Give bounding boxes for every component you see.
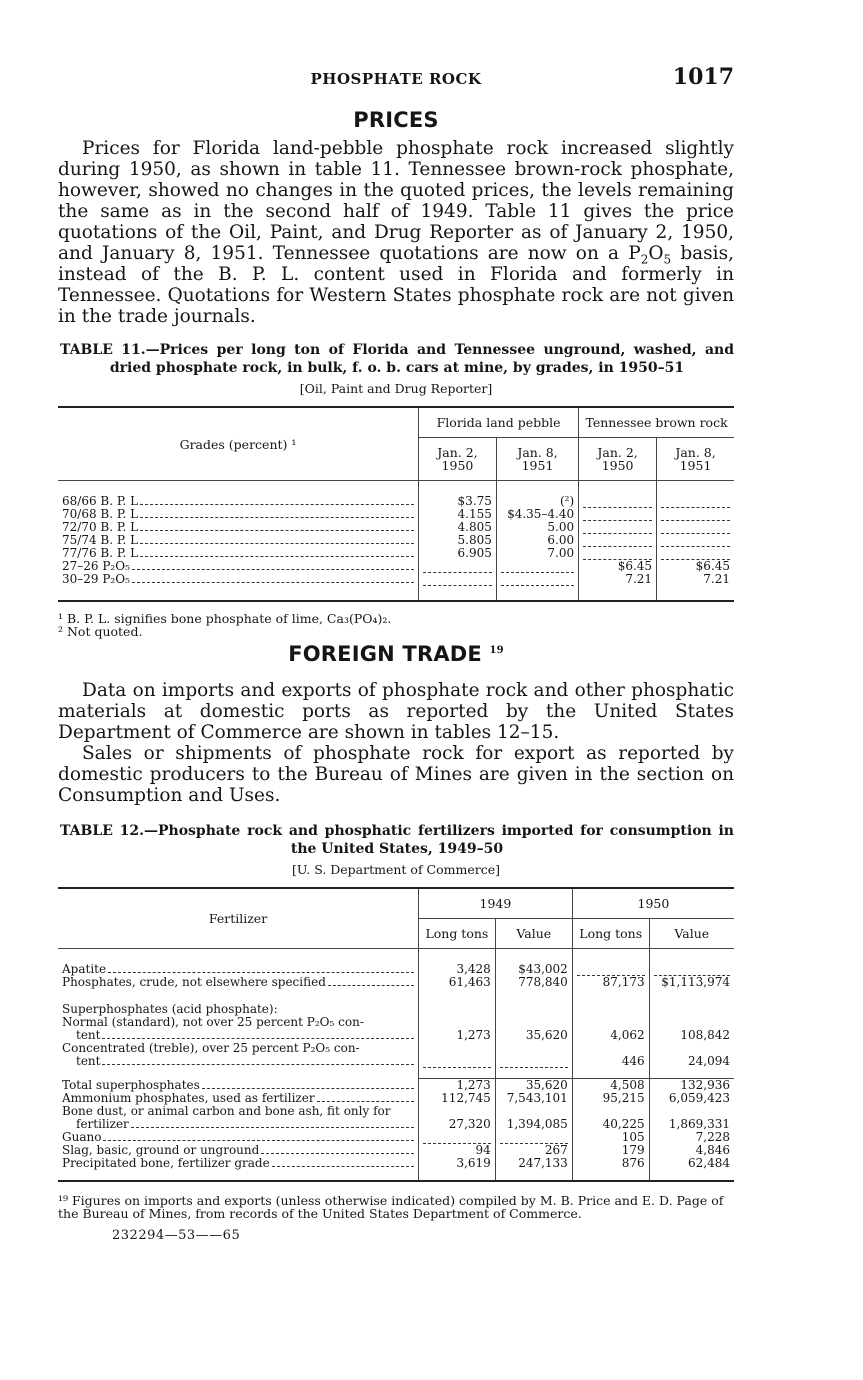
- table11-stub-header: Grades (percent) ¹: [58, 407, 419, 481]
- price-cell: 5.00: [496, 521, 578, 534]
- running-head: [58, 62, 734, 98]
- table12-source: [U. S. Department of Commerce]: [291, 862, 500, 877]
- table-row: Concentrated (treble), over 25 percent P₂O₅ con- tent 446 24,094: [58, 1042, 734, 1068]
- grade-label: 75/74 B. P. L: [62, 533, 139, 547]
- table-row: [58, 573, 734, 586]
- grade-label: 27–26 P₂O₅: [62, 559, 130, 573]
- running-head-title: PHOSPHATE ROCK: [310, 70, 482, 88]
- prices-heading: PRICES: [353, 108, 439, 132]
- table11: [58, 406, 734, 602]
- price-cell: [419, 573, 497, 586]
- table12-group-1949: 1949: [419, 888, 573, 919]
- page-number: 1017: [672, 64, 734, 90]
- table11-source: [Oil, Paint and Drug Reporter]: [299, 381, 493, 396]
- table11-caption: TABLE 11.—Prices per long ton of Florida and Tennessee unground, washed, and dried phosphate rock, in bulk, f. o. b. cars at mine, by grades, in 1950–51: [60, 342, 734, 376]
- price-cell: $6.45: [657, 560, 734, 573]
- table-row: Phosphates, crude, not elsewhere specified 61,463 778,840 87,173 $1,113,974: [58, 976, 734, 989]
- table11-col-header: Jan. 8, 1951: [657, 438, 734, 481]
- table-row: Apatite 3,428 $43,002: [58, 963, 734, 976]
- price-cell: 7.00: [496, 547, 578, 560]
- price-cell: [657, 508, 734, 521]
- foreign-trade-paragraph-1: Data on imports and exports of phosphate rock and other phosphatic materials at domestic ports as reported by the United States Department of Commerce are shown in tables 12–15.: [58, 680, 734, 743]
- table-row: Bone dust, or animal carbon and bone ash, fit only for fertilizer 27,320 1,394,085 40,225 1,869,331: [58, 1105, 734, 1131]
- table11-group-florida: Florida land pebble: [419, 407, 579, 438]
- price-cell: [496, 560, 578, 573]
- price-cell: (²): [496, 495, 578, 508]
- table11-footnote-2: ² Not quoted.: [58, 624, 143, 639]
- price-cell: [579, 534, 657, 547]
- table12-col-header: Long tons: [419, 919, 496, 949]
- price-cell: [657, 521, 734, 534]
- table-row: Guano 105 7,228: [58, 1131, 734, 1144]
- table12-group-1950: 1950: [572, 888, 734, 919]
- grade-label: 77/76 B. P. L: [62, 546, 139, 560]
- table-row: [58, 508, 734, 521]
- table11-col-header: Jan. 8, 1951: [496, 438, 578, 481]
- price-cell: [496, 573, 578, 586]
- table-row: Precipitated bone, fertilizer grade 3,619 247,133 876 62,484: [58, 1157, 734, 1170]
- table-row: [58, 534, 734, 547]
- table-row: [58, 495, 734, 508]
- price-cell: 6.00: [496, 534, 578, 547]
- table12-col-header: Value: [495, 919, 572, 949]
- print-code: 232294—53——65: [112, 1228, 241, 1243]
- price-cell: $6.45: [579, 560, 657, 573]
- price-cell: $4.35–4.40: [496, 508, 578, 521]
- price-cell: [657, 495, 734, 508]
- table11-group-tennessee: Tennessee brown rock: [579, 407, 734, 438]
- grade-label: 30–29 P₂O₅: [62, 572, 130, 586]
- price-cell: [579, 521, 657, 534]
- table-row: Total superphosphates 1,273 35,620 4,508 132,936: [58, 1079, 734, 1093]
- table12-col-header: Long tons: [572, 919, 649, 949]
- table11-footnote-1: ¹ B. P. L. signifies bone phosphate of lime, Ca₃(PO₄)₂.: [58, 611, 392, 626]
- price-cell: [419, 560, 497, 573]
- price-cell: 7.21: [657, 573, 734, 586]
- table12-col-header: Value: [649, 919, 734, 949]
- table-row: Normal (standard), not over 25 percent P₂O₅ con- tent 1,273 35,620 4,062 108,842: [58, 1016, 734, 1042]
- price-cell: 4.805: [419, 521, 497, 534]
- price-cell: 4.155: [419, 508, 497, 521]
- table12-caption: TABLE 12.—Phosphate rock and phosphatic fertilizers imported for consumption in the United States, 1949–50: [60, 823, 734, 857]
- price-cell: [579, 495, 657, 508]
- price-cell: [657, 534, 734, 547]
- table11-col-header: Jan. 2, 1950: [419, 438, 497, 481]
- foreign-trade-heading: FOREIGN TRADE $^{19}$: [288, 642, 504, 666]
- price-cell: 7.21: [579, 573, 657, 586]
- document-page: [58, 62, 734, 1243]
- price-cell: [579, 508, 657, 521]
- price-cell: $3.75: [419, 495, 497, 508]
- footnote-19: ¹⁹ Figures on imports and exports (unless otherwise indicated) compiled by M. B. Price and E. D. Page of the Bureau of Mines, from records of the United States Department of Commerce.: [58, 1193, 724, 1221]
- price-cell: 5.805: [419, 534, 497, 547]
- table-row: Slag, basic, ground or unground 94 267 179 4,846: [58, 1144, 734, 1157]
- table12: [58, 887, 734, 1182]
- table-row: Superphosphates (acid phosphate):: [58, 1003, 734, 1016]
- table-row: [58, 521, 734, 534]
- grade-label: 72/70 B. P. L: [62, 520, 139, 534]
- foreign-trade-paragraph-2: Sales or shipments of phosphate rock for export as reported by domestic producers to the Bureau of Mines are given in the section on Consumption and Uses.: [58, 743, 734, 806]
- price-cell: 6.905: [419, 547, 497, 560]
- table12-stub-header: Fertilizer: [58, 888, 419, 949]
- grade-label: 70/68 B. P. L: [62, 507, 139, 521]
- table-row: Ammonium phosphates, used as fertilizer 112,745 7,543,101 95,215 6,059,423: [58, 1092, 734, 1105]
- grade-label: 68/66 B. P. L: [62, 494, 139, 508]
- table11-col-header: Jan. 2, 1950: [579, 438, 657, 481]
- prices-paragraph: Prices for Florida land-pebble phosphate rock increased slightly during 1950, as shown in table 11. Tennessee brown-rock phosphate, however, showed no changes in the quoted prices, the levels remaining the same as in the second half of 1949. Table 11 gives the price quotations of the Oil, Paint, and Drug Reporter as of January 2, 1950, and January 8, 1951. Tennessee quotations are now on a $P_2O_5$ basis, instead of the B. P. L. content used in Florida and formerly in Tennessee. Quotations for Western States phosphate rock are not given in the trade journals.: [58, 138, 734, 327]
